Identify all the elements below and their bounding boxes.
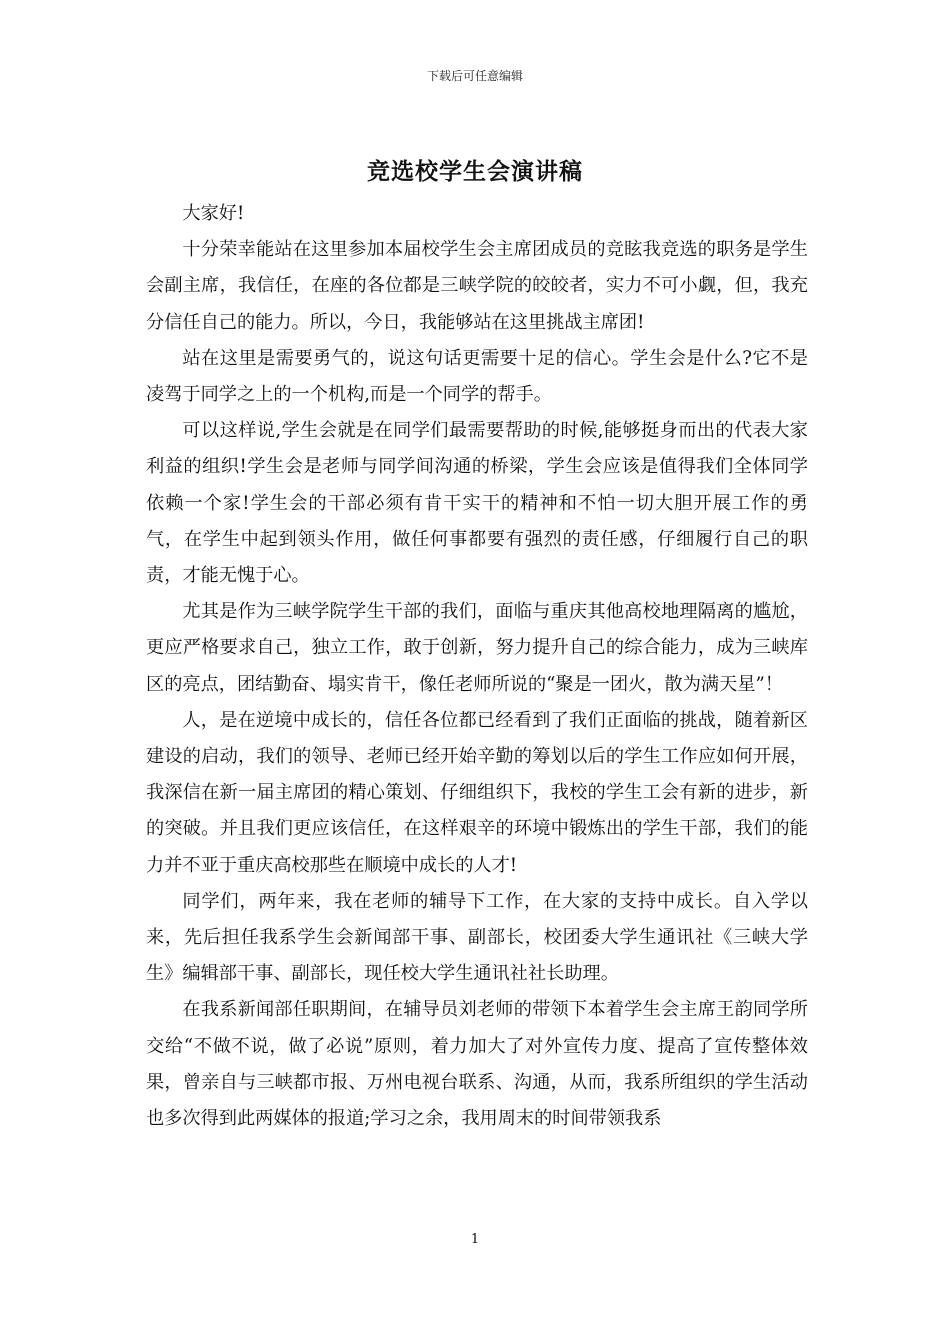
page-header-note: 下载后可任意编辑 <box>426 69 523 83</box>
paragraph: 人，是在逆境中成长的，信任各位都已经看到了我们正面临的挑战，随着新区建设的启动，我们的领导、老师已经开始辛勤的筹划以后的学生工作应如何开展，我深信在新一届主席团的精心策划、仔细组织下，我校的学生工会有新的进步，新的突破。并且我们更应该信任，在这样艰辛的环境中锻炼出的学生干部，我们的能力并不亚于重庆高校那些在顺境中成长的人才! <box>146 709 808 876</box>
document-body <box>146 196 808 1137</box>
paragraph: 尤其是作为三峡学院学生干部的我们，面临与重庆其他高校地理隔离的尴尬，更应严格要求自己，独立工作，敢于创新，努力提升自己的综合能力，成为三峡库区的亮点，团结勤奋、塌实肯干，像任老师所说的“聚是一团火，散为满天星”！ <box>146 601 808 695</box>
paragraph: 可以这样说,学生会就是在同学们最需要帮助的时候,能够挺身而出的代表大家利益的组织!学生会是老师与同学间沟通的桥梁，学生会应该是值得我们全体同学依赖一个家!学生会的干部必须有肯干实干的精神和不怕一切大胆开展工作的勇气，在学生中起到领头作用，做任何事都要有强烈的责任感，仔细履行自己的职责，才能无愧于心。 <box>146 420 808 587</box>
paragraph: 十分荣幸能站在这里参加本届校学生会主席团成员的竞眩我竞选的职务是学生会副主席，我信任，在座的各位都是三峡学院的皎皎者，实力不可小觑，但，我充分信任自己的能力。所以，今日，我能够站在这里挑战主席团! <box>146 239 808 333</box>
paragraph-greeting: 大家好! <box>182 203 245 224</box>
paragraph: 在我系新闻部任职期间，在辅导员刘老师的带领下本着学生会主席王韵同学所交给“不做不说，做了必说”原则，着力加大了对外宣传力度、提高了宣传整体效果，曾亲自与三峡都市报、万州电视台联系、沟通，从而，我系所组织的学生活动也多次得到此两媒体的报道;学习之余，我用周末的时间带领我系 <box>146 999 808 1130</box>
document-title: 竞选校学生会演讲稿 <box>367 158 583 185</box>
paragraph: 站在这里是需要勇气的，说这句话更需要十足的信心。学生会是什么?它不是凌驾于同学之上的一个机构,而是一个同学的帮手。 <box>146 347 808 406</box>
paragraph: 同学们，两年来，我在老师的辅导下工作，在大家的支持中成长。自入学以来，先后担任我系学生会新闻部干事、副部长，校团委大学生通讯社《三峡大学生》编辑部干事、副部长，现任校大学生通讯社社长助理。 <box>146 890 808 985</box>
page-number: 1 <box>470 1232 480 1247</box>
